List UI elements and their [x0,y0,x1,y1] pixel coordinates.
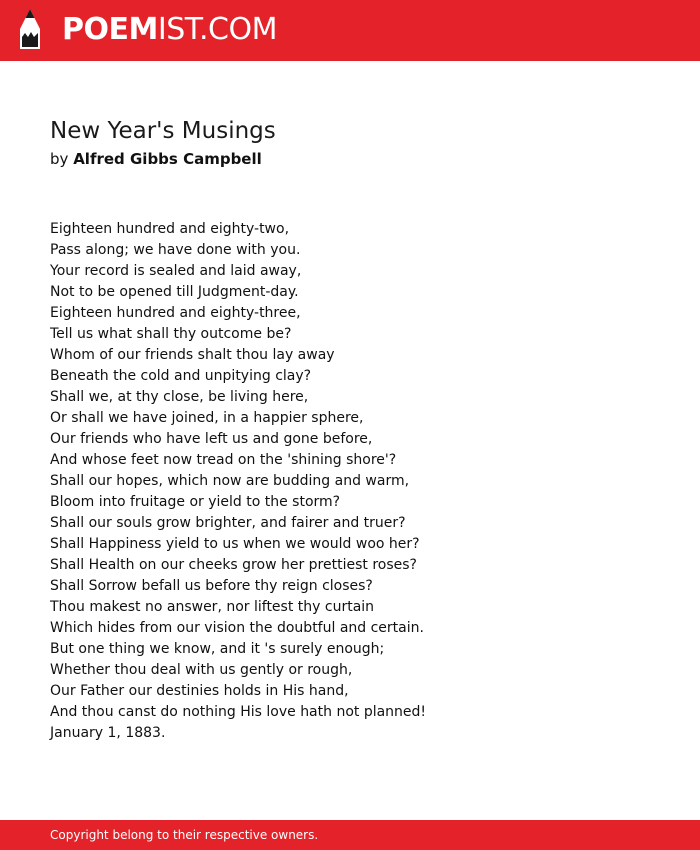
poem-line: Shall Happiness yield to us when we would woo her? [50,536,420,552]
poem-byline [50,149,262,169]
poem-line: Which hides from our vision the doubtful and certain. [50,620,424,636]
poem-line: Shall Health on our cheeks grow her prettiest roses? [50,557,417,573]
poem-line: Thou makest no answer, nor liftest thy curtain [50,599,375,615]
poem-line: Shall our hopes, which now are budding and warm, [50,473,410,489]
poem-line: Whether thou deal with us gently or rough, [50,662,353,678]
poem-line: Eighteen hundred and eighty-two, [50,221,290,237]
site-logo[interactable] [62,13,277,47]
poem-line: January 1, 1883. [50,725,166,741]
logo-text-bold: POEM [62,12,158,47]
poem-line: Beneath the cold and unpitying clay? [50,368,312,384]
poem-title: New Year's Musings [50,118,276,144]
poem-line: And whose feet now tread on the 'shining shore'? [50,452,397,468]
poem-line: And thou canst do nothing His love hath not planned! [50,704,427,720]
poem-line: Tell us what shall thy outcome be? [50,326,292,342]
poem-line: Eighteen hundred and eighty-three, [50,305,301,321]
poem-line: Shall we, at thy close, be living here, [50,389,309,405]
poem-line: Shall Sorrow befall us before thy reign closes? [50,578,373,594]
poem-line: Pass along; we have done with you. [50,242,301,258]
poem-line: Whom of our friends shalt thou lay away [50,347,335,363]
poem-body [50,219,426,744]
logo-text-light: IST.COM [157,12,277,47]
poem-line: Your record is sealed and laid away, [50,263,302,279]
poem-line: Our friends who have left us and gone before, [50,431,373,447]
copyright-text: Copyright belong to their respective owners. [50,828,319,842]
pencil-icon[interactable] [18,9,42,51]
poem-line: Bloom into fruitage or yield to the storm? [50,494,341,510]
site-header [0,0,700,61]
site-footer [0,820,700,850]
poem-line: But one thing we know, and it 's surely enough; [50,641,385,657]
poem-line: Not to be opened till Judgment-day. [50,284,299,300]
poem-line: Shall our souls grow brighter, and fairer and truer? [50,515,406,531]
author-link[interactable]: Alfred Gibbs Campbell [73,150,262,168]
poem-line: Or shall we have joined, in a happier sphere, [50,410,364,426]
poem-line: Our Father our destinies holds in His hand, [50,683,349,699]
by-label: by [50,150,69,168]
